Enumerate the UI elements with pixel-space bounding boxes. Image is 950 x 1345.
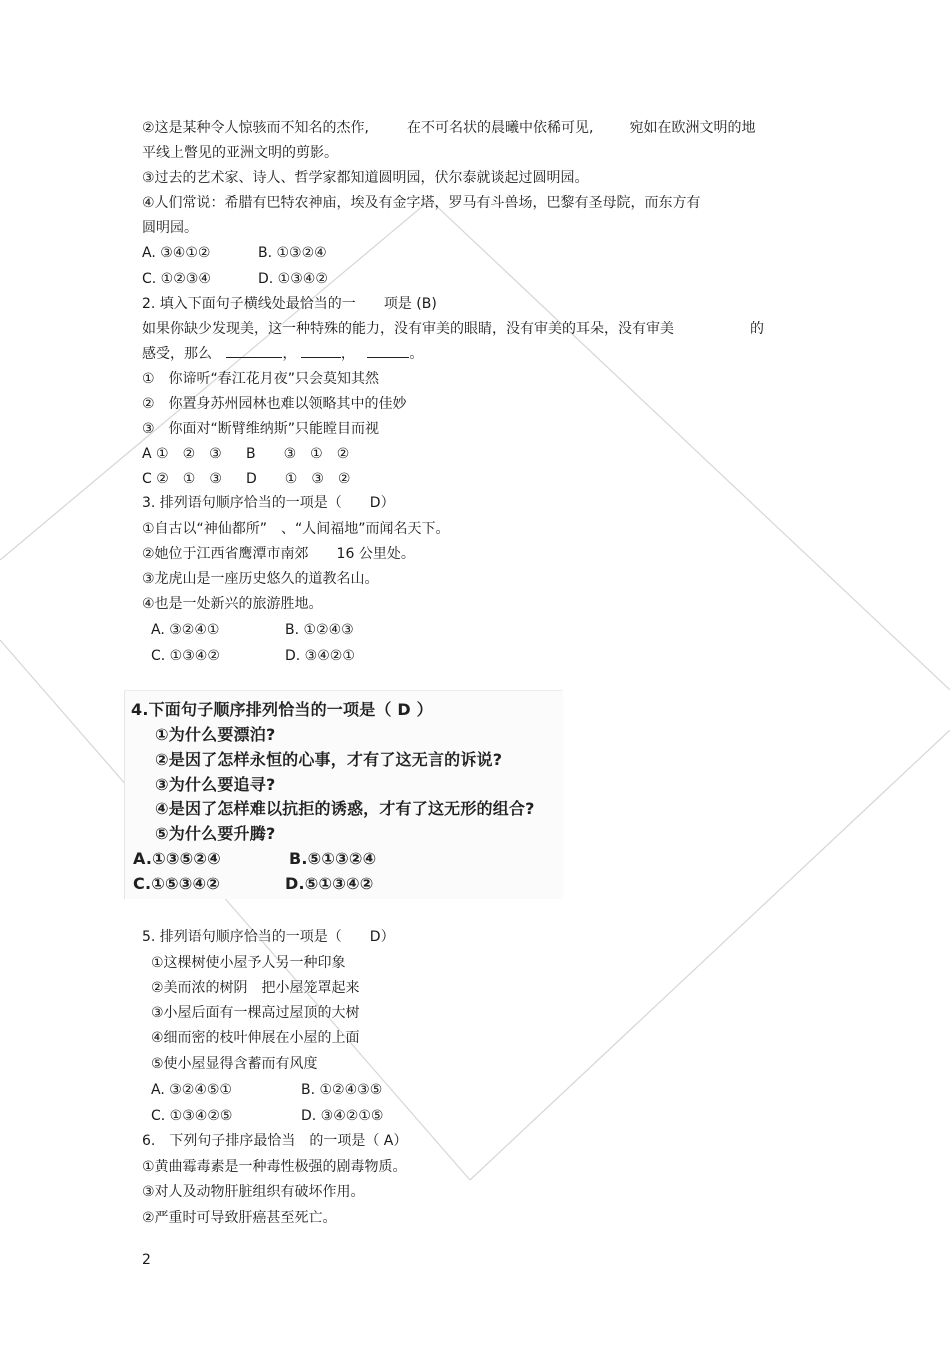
q5-option-a: A. ③②④⑤① (151, 1082, 232, 1098)
q4-sentence-3: ③为什么要追寻? (155, 775, 276, 794)
q4-option-c: C.①⑤③④② (133, 874, 220, 893)
q3-title: 3. 排列语句顺序恰当的一项是（ D） (142, 495, 395, 511)
q4-sentence-1: ①为什么要漂泊? (155, 725, 276, 744)
q5-sentence-4: ④细而密的枝叶伸展在小屋的上面 (151, 1030, 360, 1046)
blank-3[interactable] (367, 345, 409, 358)
q4-sentence-4: ④是因了怎样难以抗拒的诱惑，才有了这无形的组合? (155, 799, 535, 818)
q2-option-d: D ① ③ ② (246, 471, 351, 487)
q3-option-d: D. ③④②① (285, 648, 355, 664)
q1-option-b: B. ①③②④ (258, 245, 327, 261)
q2-item-1: ① 你谛听“春江花月夜”只会莫知其然 (142, 371, 380, 387)
q3-option-a: A. ③②④① (151, 622, 220, 638)
q1-option-c: C. ①②③④ (142, 271, 211, 287)
q4-option-b: B.⑤①③②④ (289, 849, 377, 868)
q3-sentence-2: ②她位于江西省鹰潭市南郊 16 公里处。 (142, 546, 415, 562)
q5-option-c: C. ①③④②⑤ (151, 1108, 233, 1124)
q2-title: 2. 填入下面句子横线处最恰当的一 项是 (B) (142, 296, 437, 312)
q3-sentence-4: ④也是一处新兴的旅游胜地。 (142, 596, 323, 612)
q2-item-3: ③ 你面对“断臂维纳斯”只能瞠目而视 (142, 421, 380, 437)
q5-title: 5. 排列语句顺序恰当的一项是（ D） (142, 929, 395, 945)
q2-option-a: A ① ② ③ (142, 446, 222, 462)
q1-sentence-2-cont: 平线上瞥见的亚洲文明的剪影。 (142, 145, 338, 161)
q2-text: 如果你缺少发现美，这一种特殊的能力，没有审美的眼睛，没有审美的耳朵，没有审美 的 (142, 321, 764, 337)
page-number: 2 (142, 1252, 151, 1268)
blank-2[interactable] (301, 345, 341, 358)
q1-option-a: A. ③④①② (142, 245, 211, 261)
q2-option-b: B ③ ① ② (246, 446, 350, 462)
q2-option-c: C ② ① ③ (142, 471, 222, 487)
q1-option-d: D. ①③④② (258, 271, 328, 287)
blank-1[interactable] (226, 345, 282, 358)
q5-sentence-2: ②美而浓的树阴 把小屋笼罩起来 (151, 980, 360, 996)
q3-option-c: C. ①③④② (151, 648, 220, 664)
q4-option-a: A.①③⑤②④ (133, 849, 221, 868)
q4-option-d: D.⑤①③④② (285, 874, 374, 893)
q2-blanks: 感受，那么 ， ， 。 (142, 346, 424, 362)
q5-sentence-3: ③小屋后面有一棵高过屋顶的大树 (151, 1005, 360, 1021)
q4-sentence-2: ②是因了怎样永恒的心事，才有了这无言的诉说? (155, 750, 503, 769)
q3-sentence-3: ③龙虎山是一座历史悠久的道教名山。 (142, 571, 379, 587)
q1-sentence-3: ③过去的艺术家、诗人、哲学家都知道圆明园，伏尔泰就谈起过圆明园。 (142, 170, 589, 186)
q1-sentence-4-cont: 圆明园。 (142, 220, 198, 236)
q3-option-b: B. ①②④③ (285, 622, 354, 638)
q6-title: 6. 下列句子排序最恰当 的一项是（ A） (142, 1133, 408, 1149)
q2-item-2: ② 你置身苏州园林也难以领略其中的佳妙 (142, 396, 407, 412)
q5-sentence-1: ①这棵树使小屋予人另一种印象 (151, 955, 346, 971)
q6-sentence-3: ③对人及动物肝脏组织有破坏作用。 (142, 1184, 365, 1200)
q3-sentence-1: ①自古以“神仙都所” 、“人间福地”而闻名天下。 (142, 521, 450, 537)
q1-sentence-4: ④人们常说：希腊有巴特农神庙，埃及有金字塔，罗马有斗兽场，巴黎有圣母院，而东方有 (142, 195, 701, 211)
q5-option-b: B. ①②④③⑤ (301, 1082, 383, 1098)
q5-sentence-5: ⑤使小屋显得含蓄而有风度 (151, 1056, 318, 1072)
q5-option-d: D. ③④②①⑤ (301, 1108, 384, 1124)
q4-title: 4.下面句子顺序排列恰当的一项是（ D ） (131, 700, 433, 719)
q4-scanned-image (124, 690, 563, 899)
q6-sentence-2: ②严重时可导致肝癌甚至死亡。 (142, 1210, 337, 1226)
q4-sentence-5: ⑤为什么要升腾? (155, 824, 276, 843)
q1-sentence-2: ②这是某种令人惊骇而不知名的杰作, 在不可名状的晨曦中依稀可见, 宛如在欧洲文明的地 (142, 120, 756, 136)
q6-sentence-1: ①黄曲霉毒素是一种毒性极强的剧毒物质。 (142, 1159, 407, 1175)
